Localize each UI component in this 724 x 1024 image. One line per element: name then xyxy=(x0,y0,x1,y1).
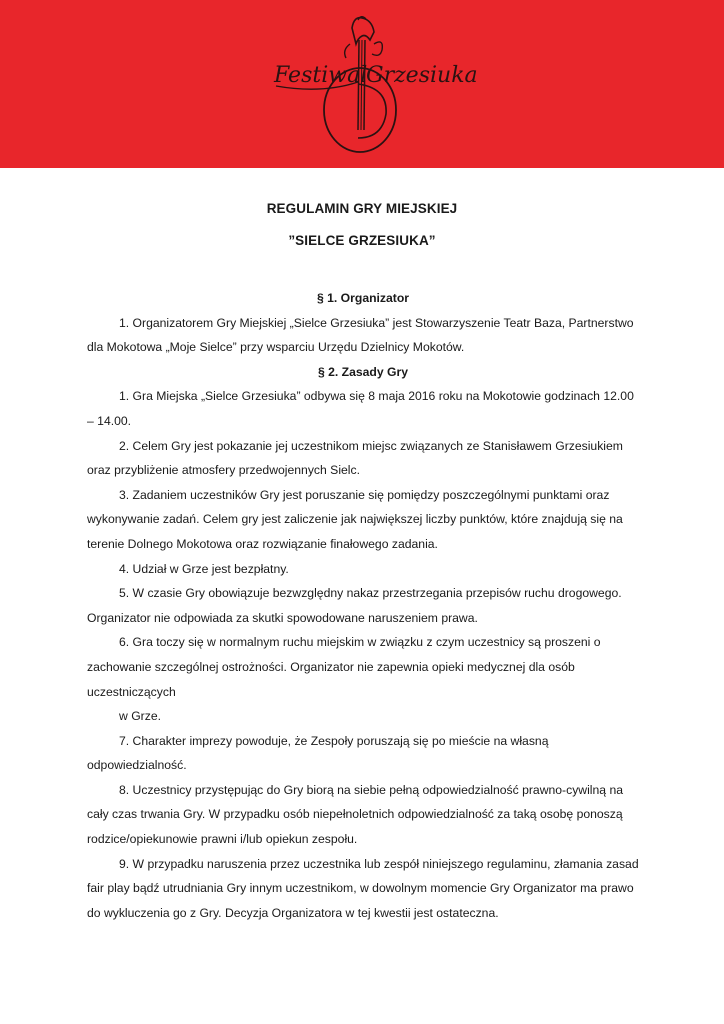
section-heading-rules: § 2. Zasady Gry xyxy=(317,364,409,379)
title-block xyxy=(0,200,724,250)
festival-logo xyxy=(262,10,478,160)
header-band xyxy=(0,0,724,168)
page-subtitle: ”SIELCE GRZESIUKA” xyxy=(288,233,436,248)
paragraph: 2. Celem Gry jest pokazanie jej uczestnikom miejsc związanych ze Stanisławem Grzesiukiem oraz przybliżenie atmosfery przedwojennych Sielc. xyxy=(87,438,623,478)
logo-text-left: Festiwal xyxy=(274,63,368,88)
paragraph: 3. Zadaniem uczestników Gry jest poruszanie się pomiędzy poszczególnymi punktami oraz wykonywanie zadań. Celem gry jest zaliczenie jak największej liczby punktów, które znajdują się na terenie Dolnego Mokotowa oraz rozwiązanie finałowego zadania. xyxy=(87,487,623,551)
section-heading-organizer: § 1. Organizator xyxy=(316,291,410,305)
document-body xyxy=(87,286,639,925)
page-title: REGULAMIN GRY MIEJSKIEJ xyxy=(266,201,458,216)
paragraph: 4. Udział w Grze jest bezpłatny. xyxy=(119,561,289,576)
paragraph: 9. W przypadku naruszenia przez uczestnika lub zespół niniejszego regulaminu, złamania zasad fair play bądź utrudniania Gry innym uczestnikom, w dowolnym momencie Gry Organizator ma prawo do wykluczenia go z Gry. Decyzja Organizatora w tej kwestii jest ostateczna. xyxy=(87,856,639,920)
paragraph: 7. Charakter imprezy powoduje, że Zespoły poruszają się po mieście na własną odpowiedzialność. xyxy=(87,733,549,773)
paragraph: 6. Gra toczy się w normalnym ruchu miejskim w związku z czym uczestnicy są proszeni o zachowanie szczególnej ostrożności. Organizator nie zapewnia opieki medycznej dla osób uczestniczących xyxy=(87,635,601,699)
paragraph: 1. Organizatorem Gry Miejskiej „Sielce Grzesiuka” jest Stowarzyszenie Teatr Baza, Partnerstwo dla Mokotowa „Moje Sielce” przy wsparciu Urzędu Dzielnicy Mokotów. xyxy=(87,315,634,355)
guitar-logo-icon xyxy=(262,10,478,160)
paragraph: 5. W czasie Gry obowiązuje bezwzględny nakaz przestrzegania przepisów ruchu drogowego. Organizator nie odpowiada za skutki spowodowane naruszeniem prawa. xyxy=(87,586,622,625)
paragraph: 8. Uczestnicy przystępując do Gry biorą na siebie pełną odpowiedzialność prawno-cywilną na cały czas trwania Gry. W przypadku osób niepełnoletnich odpowiedzialność za taką osobę ponoszą rodzice/opiekunowie prawni i/lub opiekun zespołu. xyxy=(87,782,624,847)
logo-text-right: Grzesiuka xyxy=(366,63,478,88)
paragraph-continuation: w Grze. xyxy=(119,709,161,724)
paragraph: 1. Gra Miejska „Sielce Grzesiuka” odbywa się 8 maja 2016 roku na Mokotowie godzinach 12.00 – 14.00. xyxy=(87,389,634,428)
